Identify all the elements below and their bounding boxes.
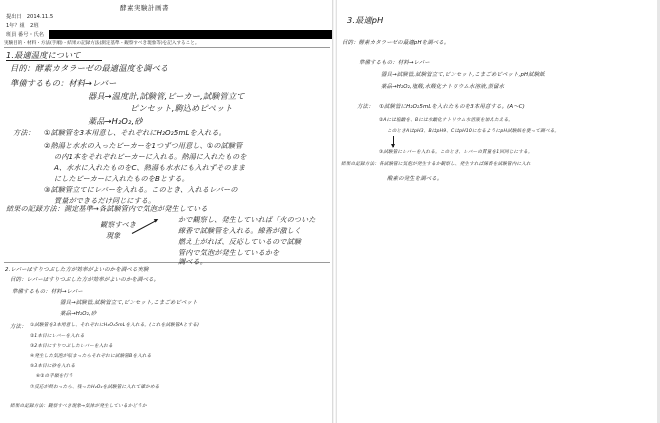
members-label: 班員 番号・氏名	[6, 32, 44, 38]
section1-results-cont: 燃え上がれば、反応しているので試験	[178, 237, 302, 246]
form-title: 酵素実験計画書	[120, 4, 169, 12]
section1-method-step2: ②熱湯と水水の入ったビーカーを1つずつ用意し、①の試験管	[44, 141, 243, 150]
class-group: 1年？組 2班	[6, 23, 39, 29]
observation-note: 現象	[106, 231, 121, 240]
section1-method-step2-cont: A、水水に入れたものをC、熱湯も水水にも入れずそのまま	[54, 163, 246, 172]
section2-prep: 準備するもの：材料→レバー	[12, 289, 83, 295]
divider	[4, 47, 330, 48]
section1-method-step1: ①試験管を3本用意し、それぞれにH₂O₂5mLを入れる。	[44, 128, 226, 137]
section2-method-step4: ④発生した気泡が収まったらそれぞれに試験管Bを入れる	[30, 354, 152, 359]
section3-method-step1: ①試験管にH₂O₂5mLを入れたものを3本用意する。(A〜C)	[379, 104, 525, 110]
section1-method-step3-cont: 質量ができるだけ同じにする。	[54, 196, 156, 205]
section2-method-step5: ⑤3本目に砂を入れる	[30, 364, 76, 369]
section1-reagents: 薬品→H₂O₂,砂	[88, 116, 143, 126]
divider	[4, 262, 330, 263]
section2-tools: 器具→試験管,試験管立て,ピンセット,こまごめピペット	[60, 300, 198, 306]
heading-underline	[6, 60, 102, 61]
arrow-icon	[393, 136, 394, 147]
section2-purpose: 目的：レバーはすりつぶした方が効率がよいのかを調べる。	[10, 277, 160, 283]
section3-reagents: 薬品→H₂O₂,塩酸,水酸化ナトリウム水溶液,蒸留水	[381, 84, 505, 90]
section1-results-cont: 線香で試験管を入れる。線香が激しく	[178, 226, 302, 235]
section3-tools: 器具→試験管,試験管立て,ピンセット,こまごめピペット,pH試験紙	[381, 72, 545, 78]
section1-heading: 1.最適温度について	[6, 50, 81, 60]
section2-method-step1: ①試験管を3本用意し、それぞれにH₂O₂5mLを入れる。(これを試験管Aとする)	[30, 323, 200, 328]
submission-date: 提出日 2014.11.5	[6, 14, 54, 20]
section3-results: 結果の記録方法：各試験管に気泡が発生するか観察し、発生すれば線香を試験管内に入れ	[341, 162, 531, 167]
section2-reagents: 薬品→H₂O₂,砂	[60, 311, 97, 317]
section1-method-step2-cont: にしたビーカーに入れたものをBとする。	[54, 174, 189, 183]
section1-results-cont: かで観察し、発生していれば「火のついた	[178, 215, 316, 224]
section1-results-cont: 管内で気泡が発生しているかを	[178, 248, 280, 257]
section2-heading: 2.レバーはすりつぶした方が効率がよいのかを調べる実験	[5, 267, 149, 273]
section3-method-label: 方法：	[357, 104, 374, 110]
section1-method-step2-cont: の内1本をそれぞれビーカーに入れる。熱湯に入れたものを	[54, 152, 247, 161]
section1-tools: 器具→温度計,試験管,ビーカー,試験管立て	[88, 91, 245, 101]
section3-method-step2-cont: このときAはpH3、BはpH9、CはpH10になるようにpH試験紙を使って調べる。	[387, 129, 560, 134]
section1-prep: 準備するもの：材料→レバー	[10, 78, 117, 88]
redacted-names	[49, 30, 332, 39]
section3-purpose: 目的：酵素カタラーゼの最適pHを調べる。	[342, 40, 450, 46]
section1-tools-cont: ピンセット,駒込めピペット	[130, 103, 233, 113]
section1-purpose: 目的：酵素カタラーゼの最適温度を調べる	[10, 63, 169, 73]
form-instructions: 実験目的・材料・方法(手順)・結果の記録方法(測定基準・観察すべき現象等)を記入すること。	[4, 41, 200, 46]
section2-results: 結果の記録方法：観察すべき現象→気体が発生しているかどうか	[10, 404, 147, 409]
section1-method-step3: ③試験管立てにレバーを入れる。このとき、入れるレバーの	[44, 185, 238, 194]
section3-prep: 準備するもの：材料→レバー	[359, 60, 430, 66]
section1-method-label: 方法：	[13, 128, 35, 137]
section3-heading: 3.最適pH	[347, 15, 384, 25]
section3-method-step2: ②Aには塩酸を、Bには水酸化ナトリウム水溶液を加えたえる。	[379, 118, 514, 123]
section3-results-cont: 酸素の発生を調べる。	[387, 176, 443, 182]
section2-method-step3: ③2本目にすりつぶしたレバーを入れる	[30, 344, 113, 349]
section2-method-step2: ②1本目にレバーを入れる	[30, 334, 85, 339]
section2-method-step7: ⑦反応が終わったら、残ったH₂O₂を試験管に入れて確かめる	[30, 385, 160, 390]
observation-note: 観察すべき	[100, 220, 137, 229]
section1-results-cont: 調べる。	[178, 257, 207, 266]
section1-results-method: 結果の記録方法：測定基準→各試験管内で気泡が発生している	[6, 204, 208, 213]
section2-method-label: 方法：	[10, 324, 27, 330]
section2-method-step6: ⑥②の手順を行う	[36, 374, 73, 379]
section3-method-step3: ③試験管にレバーを入れる。このとき、レバーの質量を1回同じにする。	[379, 150, 533, 155]
right-page	[337, 0, 660, 423]
